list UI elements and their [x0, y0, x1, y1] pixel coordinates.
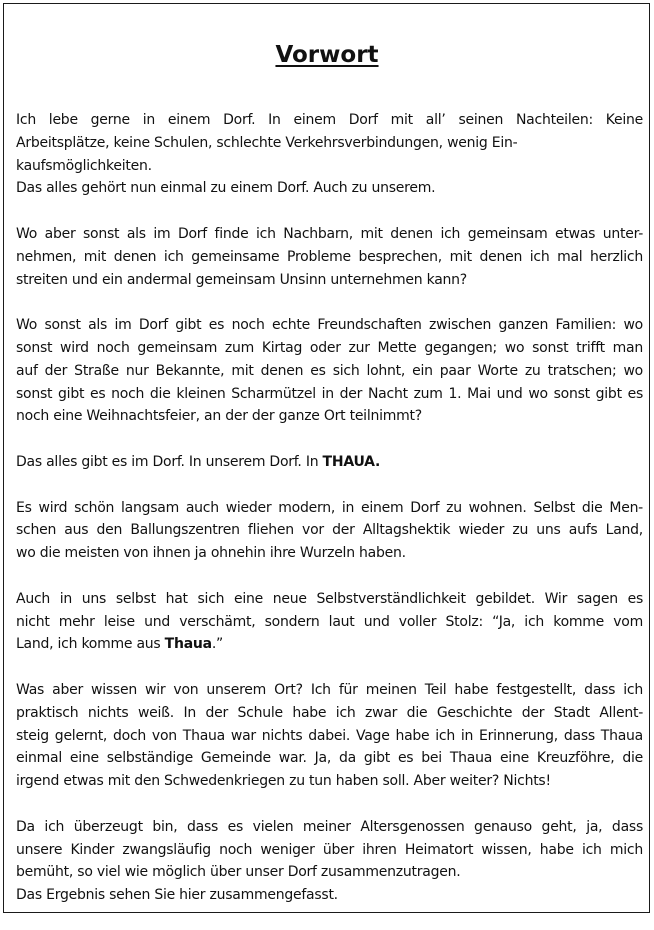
- text-line-content: steig gelernt, doch von Thaua war nichts dabei. Vage habe ich in Erinnerung, dass Thaua: [16, 727, 643, 744]
- text-line: [16, 633, 643, 656]
- paragraph: [16, 223, 643, 291]
- text-line: [16, 177, 643, 200]
- text-line-content: wo die meisten von ihnen ja ohnehin ihre Wurzeln haben.: [16, 545, 406, 562]
- text-line-content: praktisch nichts weiß. In der Schule habe ich zwar die Geschichte der Stadt Allent-: [16, 704, 643, 721]
- place-name-emphasis: THAUA.: [322, 453, 381, 470]
- paragraph: [16, 497, 643, 565]
- text-line-content: sonst gibt es noch die kleinen Scharmützel in der Nacht zum 1. Mai und wo sonst gibt es: [16, 385, 643, 402]
- text-line-content: einmal eine selbständige Gemeinde war. Ja, da gibt es bei Thaua eine Kreuzföhre, die: [16, 750, 643, 767]
- paragraph: [16, 451, 643, 474]
- text-line-content: irgend etwas mit den Schwedenkriegen zu tun haben soll. Aber weiter? Nichts!: [16, 773, 551, 790]
- text-line-content: nehmen, mit denen ich gemeinsame Probleme besprechen, mit denen ich mal herzlich: [16, 248, 643, 265]
- text-line-content: Da ich überzeugt bin, dass es vielen meiner Altersgenossen genauso geht, ja, dass: [16, 818, 643, 835]
- text-line: [16, 360, 643, 383]
- text-line: [16, 269, 643, 292]
- text-line: [16, 497, 643, 520]
- text-line: [16, 884, 643, 907]
- text-line: [16, 588, 643, 611]
- paragraph: [16, 314, 643, 428]
- text-line: [16, 861, 643, 884]
- text-line: [16, 519, 643, 542]
- text-line-content: Das Ergebnis sehen Sie hier zusammengefasst.: [16, 887, 338, 904]
- closing-quote: .”: [211, 636, 224, 653]
- text-line-content: kaufsmöglichkeiten.: [16, 157, 152, 174]
- text-line-content: streiten und ein andermal gemeinsam Unsinn unternehmen kann?: [16, 271, 467, 288]
- text-line: [16, 725, 643, 748]
- paragraph: [16, 109, 643, 200]
- text-line-content: bemüht, so viel wie möglich über unser Dorf zusammenzutragen.: [16, 864, 461, 881]
- text-line-content: Land, ich komme aus: [16, 636, 165, 653]
- text-line: [16, 155, 643, 178]
- text-line-content: Auch in uns selbst hat sich eine neue Selbstverständlichkeit gebildet. Wir sagen es: [16, 590, 643, 607]
- text-line-content: nicht mehr leise und verschämt, sondern laut und voller Stolz: “Ja, ich komme vom: [16, 613, 643, 630]
- text-line-content: sonst wird noch gemeinsam zum Kirtag oder zur Mette gegangen; wo sonst trifft man: [16, 339, 643, 356]
- text-line: [16, 405, 643, 428]
- text-line: [16, 770, 643, 793]
- text-line-content: unsere Kinder zwangsläufig noch weniger über ihren Heimatort wissen, habe ich mich: [16, 841, 643, 858]
- text-line: [16, 223, 643, 246]
- text-line-content: schen aus den Ballungszentren fliehen vor der Alltagshektik wieder zu uns aufs Land,: [16, 522, 643, 539]
- paragraph: [16, 816, 643, 907]
- text-line: [16, 702, 643, 725]
- text-line: [16, 747, 643, 770]
- text-line-content: Wo aber sonst als im Dorf finde ich Nachbarn, mit denen ich gemeinsam etwas unter-: [16, 225, 643, 242]
- text-line-content: Das alles gehört nun einmal zu einem Dorf. Auch zu unserem.: [16, 180, 436, 197]
- text-line: [16, 383, 643, 406]
- text-line: [16, 816, 643, 839]
- text-line-content: auf der Straße nur Bekannte, mit denen es sich lohnt, ein paar Worte zu tratschen; wo: [16, 362, 643, 379]
- text-line-content: Wo sonst als im Dorf gibt es noch echte Freundschaften zwischen ganzen Familien: wo: [16, 317, 643, 334]
- text-line: [16, 679, 643, 702]
- paragraph: [16, 588, 643, 656]
- text-line: [16, 611, 643, 634]
- paragraph: [16, 679, 643, 793]
- foreword-body: [16, 109, 643, 930]
- text-line-content: Das alles gibt es im Dorf. In unserem Dorf. In: [16, 453, 323, 470]
- text-line: [16, 109, 643, 132]
- text-line: [16, 246, 643, 269]
- text-line-content: Arbeitsplätze, keine Schulen, schlechte Verkehrsverbindungen, wenig Ein-: [16, 134, 518, 151]
- text-line: [16, 314, 643, 337]
- text-line-content: Ich lebe gerne in einem Dorf. In einem Dorf mit all’ seinen Nachteilen: Keine: [16, 112, 643, 128]
- place-name-emphasis: Thaua: [164, 636, 212, 653]
- page-title: Vorwort: [275, 42, 379, 68]
- text-line-content: Was aber wissen wir von unserem Ort? Ich für meinen Teil habe festgestellt, dass ich: [16, 681, 643, 698]
- text-line: [16, 337, 643, 360]
- text-line: [16, 451, 643, 474]
- text-line-content: noch eine Weihnachtsfeier, an der der ganze Ort teilnimmt?: [16, 408, 422, 425]
- text-line: [16, 542, 643, 565]
- text-line-content: Es wird schön langsam auch wieder modern, in einem Dorf zu wohnen. Selbst die Men-: [16, 499, 643, 516]
- text-line: [16, 132, 643, 155]
- text-line: [16, 839, 643, 862]
